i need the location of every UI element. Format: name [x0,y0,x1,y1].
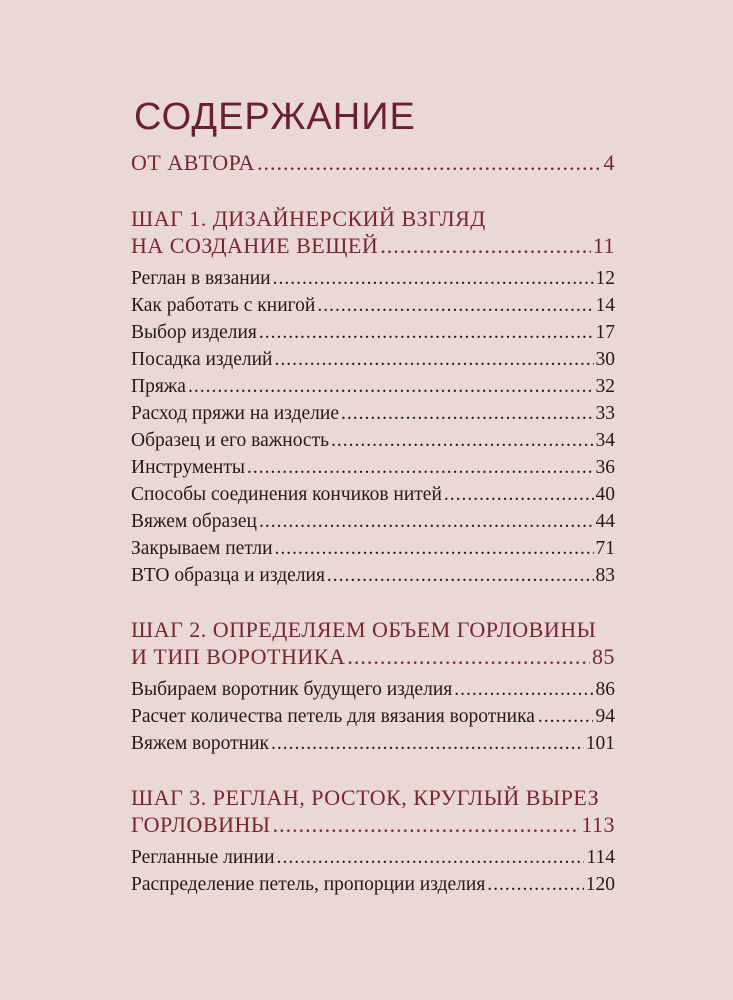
toc-entry [131,511,615,533]
toc-page-number: 17 [595,322,615,343]
toc-entry-label: Вяжем образец [131,511,257,532]
toc-entry [131,484,615,506]
leader-dots [347,644,590,670]
toc-page-number: 85 [592,644,615,669]
toc-page-number: 11 [592,233,615,258]
toc-entry-label: Инструменты [131,457,245,478]
toc-entry-label: Выбираем воротник будущего изделия [131,679,453,700]
toc-entry-label: И ТИП ВОРОТНИКА [131,644,346,669]
toc-entry-from-author [131,150,615,176]
toc-entry [131,847,615,869]
toc-entry-label: Распределение петель, пропорции изделия [131,874,486,895]
toc-entry-step1 [131,233,615,259]
toc-page-number: 30 [595,349,615,370]
leader-dots [273,268,594,290]
leader-dots [247,457,594,479]
page-title: СОДЕРЖАНИЕ [134,96,416,138]
section-heading-step1: ШАГ 1. ДИЗАЙНЕРСКИЙ ВЗГЛЯД [131,206,486,231]
toc-entry-label: ОТ АВТОРА [131,150,255,175]
toc-entry-label: Как работать с книгой [131,295,316,316]
toc-entry [131,403,615,425]
toc-page-number: 34 [595,430,615,451]
leader-dots [487,874,583,896]
toc-entry-label: Реглан в вязании [131,268,271,289]
leader-dots [444,484,594,506]
toc-entry-label: Образец и его важность [131,430,329,451]
toc-page-number: 40 [595,484,615,505]
toc-entry [131,706,615,728]
toc-entry [131,376,615,398]
toc-page-number: 32 [595,376,615,397]
leader-dots [271,733,584,755]
toc-page-number: 94 [595,706,615,727]
toc-entry [131,733,615,755]
toc-entry-label: Пряжа [131,376,186,397]
toc-entry [131,457,615,479]
toc-page-number: 4 [603,150,615,175]
toc-entry-label: Выбор изделия [131,322,257,343]
toc-page-number: 83 [595,565,615,586]
toc-entry-label: ВТО образца и изделия [131,565,325,586]
toc-page-number: 120 [585,874,615,895]
toc-page-number: 86 [595,679,615,700]
toc-entry-label: Расчет количества петель для вязания воротника [131,706,535,727]
toc-page-number: 14 [595,295,615,316]
leader-dots [317,295,593,317]
leader-dots [327,565,594,587]
toc-entry [131,268,615,290]
toc-page-number: 33 [595,403,615,424]
leader-dots [275,538,594,560]
toc-entry-step2 [131,644,615,670]
toc-entry [131,538,615,560]
toc-entry-step3 [131,812,615,838]
toc-page-number: 44 [595,511,615,532]
toc-entry-label: Посадка изделий [131,349,273,370]
toc-entry-label: ГОРЛОВИНЫ [131,812,271,837]
toc-entry-label: НА СОЗДАНИЕ ВЕЩЕЙ [131,233,379,258]
leader-dots [277,847,585,869]
leader-dots [259,511,594,533]
toc-entry [131,349,615,371]
leader-dots [454,679,593,701]
toc-entry [131,322,615,344]
leader-dots [538,706,593,728]
toc-page-number: 71 [595,538,615,559]
toc-entry-label: Вяжем воротник [131,733,269,754]
leader-dots [380,233,591,259]
toc-entry-label: Способы соединения кончиков нитей [131,484,442,505]
section-heading-step3: ШАГ 3. РЕГЛАН, РОСТОК, КРУГЛЫЙ ВЫРЕЗ [131,785,600,810]
toc-entry [131,565,615,587]
toc-entry [131,679,615,701]
leader-dots [274,349,593,371]
toc-entry-label: Регланные линии [131,847,275,868]
toc-entry-label: Закрываем петли [131,538,273,559]
leader-dots [341,403,594,425]
leader-dots [259,322,594,344]
section-heading-step2: ШАГ 2. ОПРЕДЕЛЯЕМ ОБЪЕМ ГОРЛОВИНЫ [131,617,597,642]
toc-entry-label: Расход пряжи на изделие [131,403,339,424]
leader-dots [273,812,580,838]
toc-page-number: 113 [581,812,615,837]
leader-dots [188,376,594,398]
toc-entry [131,295,615,317]
toc-page-number: 101 [585,733,615,754]
leader-dots [331,430,594,452]
toc-page-number: 114 [586,847,615,868]
toc-page-number: 36 [595,457,615,478]
toc-page-number: 12 [595,268,615,289]
toc-entry [131,874,615,896]
toc-entry [131,430,615,452]
leader-dots [257,150,602,176]
